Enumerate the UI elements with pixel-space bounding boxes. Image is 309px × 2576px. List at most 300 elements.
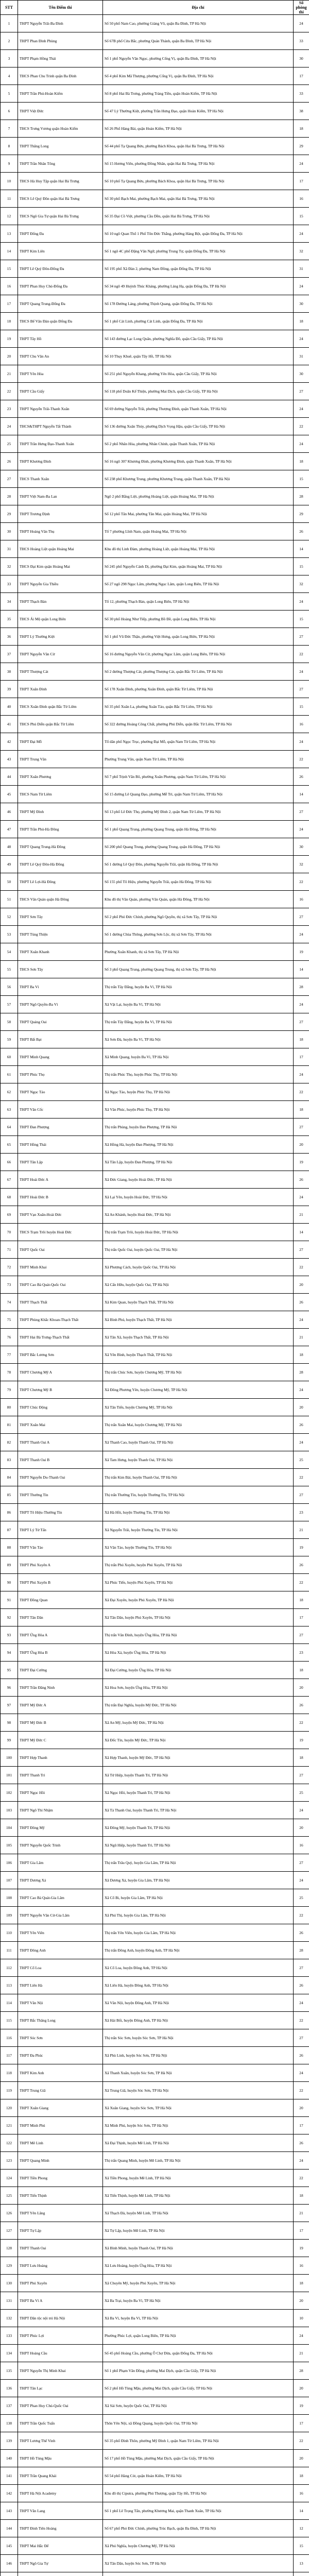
table-row — [1, 1626, 309, 1644]
row-stt: 82 — [1, 1434, 18, 1451]
table-row — [1, 488, 309, 505]
venue-name: THCS Lê Quý Đôn quận Hai Bà Trưng — [18, 190, 103, 208]
row-stt: 109 — [1, 1907, 18, 1924]
venue-name: THCS Hoàng Liệt quận Hoàng Mai — [18, 540, 103, 558]
room-count: 16 — [294, 190, 309, 208]
row-stt: 33 — [1, 575, 18, 593]
row-stt: 26 — [1, 453, 18, 470]
venue-name: THPT Thanh Trì — [18, 1767, 103, 1784]
room-count: 24 — [294, 2064, 309, 2082]
venue-name: THCS Trưng Vương quận Hoàn Kiếm — [18, 120, 103, 138]
table-row — [1, 2152, 309, 2170]
room-count: 28 — [294, 1942, 309, 1959]
venue-name: THPT Mỹ Đức C — [18, 1732, 103, 1749]
table-row — [1, 1591, 309, 1609]
table-row — [1, 838, 309, 856]
row-stt: 115 — [1, 2012, 18, 2029]
venue-address: Xã Tân Dân, huyện Phú Xuyên, TP Hà Nội — [103, 1609, 294, 1626]
row-stt: 123 — [1, 2152, 18, 2170]
row-stt: 101 — [1, 1767, 18, 1784]
row-stt: 95 — [1, 1662, 18, 1679]
venue-address: Xã Đức Giang, huyện Hoài Đức, TP Hà Nội — [103, 1171, 294, 1189]
venue-name: THPT Liên Hà — [18, 1977, 103, 1994]
venue-address: Số 13 phố Lê Đức Thọ, phường Mỹ Đình 2, quận Nam Từ Liêm, TP Hà Nội — [103, 803, 294, 821]
venue-address: Xã Hợp Thanh, huyện Mỹ Đức, TP Hà Nội — [103, 1749, 294, 1767]
venue-name: THPT Cầu Giấy — [18, 383, 103, 400]
table-row — [1, 908, 309, 926]
row-stt: 121 — [1, 2117, 18, 2134]
table-row — [1, 330, 309, 348]
room-count: 26 — [294, 1924, 309, 1942]
room-count: 19 — [294, 1732, 309, 1749]
table-row — [1, 2450, 309, 2467]
venue-name: THPT Yên Viên — [18, 1924, 103, 1942]
table-row — [1, 2537, 309, 2555]
venue-name: THPT Thanh Oai — [18, 2240, 103, 2257]
room-count: 20 — [294, 1399, 309, 1416]
room-count: 26 — [294, 768, 309, 786]
room-count: 16 — [294, 2257, 309, 2275]
room-count: 17 — [294, 1048, 309, 1066]
row-stt: 65 — [1, 1136, 18, 1154]
room-count: 26 — [294, 523, 309, 540]
venue-address: Xã Cổ Loa, huyện Đông Anh, TP Hà Nội — [103, 1959, 294, 1977]
table-row — [1, 2555, 309, 2572]
room-count: 20 — [294, 1819, 309, 1837]
row-stt: 99 — [1, 1732, 18, 1749]
venue-address: Thị trấn Sóc Sơn, huyện Sóc Sơn, TP Hà Nội — [103, 2029, 294, 2047]
room-count: 25 — [294, 1784, 309, 1802]
venue-address: Xã Phượng Cách, huyện Quốc Oai, TP Hà Nội — [103, 1259, 294, 1276]
room-count: 26 — [294, 1556, 309, 1574]
row-stt: 21 — [1, 365, 18, 383]
venue-address: Thị trấn Chúc Sơn, huyện Chương Mỹ, TP Hà Nội — [103, 1364, 294, 1381]
row-stt: 3 — [1, 50, 18, 67]
row-stt: 137 — [1, 2397, 18, 2415]
table-row — [1, 961, 309, 978]
venue-name: THPT Quảng Oai — [18, 1013, 103, 1031]
venue-name: THPT Lý Thường Kiệt — [18, 628, 103, 646]
venue-name: THPT Văn Lang — [18, 2502, 103, 2520]
venue-name: THPT Phú Xuyên A — [18, 1556, 103, 1574]
row-stt: 16 — [1, 278, 18, 295]
table-row — [1, 2240, 309, 2257]
venue-address: Thị trấn Kim Bài, huyện Thanh Oai, TP Hà Nội — [103, 1469, 294, 1486]
table-row — [1, 453, 309, 470]
venue-name: THPT Lê Quý Đôn-Hà Đông — [18, 856, 103, 873]
venue-name: THPT Chương Mỹ B — [18, 1381, 103, 1399]
venue-name: THPT Thạch Bàn — [18, 593, 103, 611]
venue-name: THPT Tân Lạc — [18, 2380, 103, 2397]
header-stt: STT — [1, 1, 18, 15]
venue-address: Xã Sơn Đà, huyện Ba Vì, TP Hà Nội — [103, 1031, 294, 1048]
table-row — [1, 1504, 309, 1521]
room-count: 20 — [294, 1679, 309, 1697]
venue-address: Xã Đại Xuyên, huyện Phú Xuyên, TP Hà Nội — [103, 1591, 294, 1609]
room-count: 27 — [294, 1626, 309, 1644]
venue-name: THPT Yên Lãng — [18, 2205, 103, 2222]
table-row — [1, 575, 309, 593]
row-stt: 73 — [1, 1276, 18, 1294]
room-count: 21 — [294, 1329, 309, 1346]
room-count: 20 — [294, 2292, 309, 2310]
row-stt: 80 — [1, 1399, 18, 1416]
venue-name: THPT Tùng Thiện — [18, 926, 103, 943]
row-stt: 32 — [1, 558, 18, 575]
table-row — [1, 2520, 309, 2537]
venue-name: THCS Xuân Đỉnh quận Bắc Từ Liêm — [18, 698, 103, 716]
row-stt: 2 — [1, 32, 18, 50]
room-count: 24 — [294, 330, 309, 348]
venue-address: Xã Ngọc Hồi, huyện Thanh Trì, TP Hà Nội — [103, 1784, 294, 1802]
venue-address: Xã Phú Thị, huyện Gia Lâm, TP Hà Nội — [103, 1907, 294, 1924]
room-count: 19 — [294, 2240, 309, 2257]
venue-name: THCS Văn Quán quận Hà Đông — [18, 891, 103, 908]
table-row — [1, 1048, 309, 1066]
room-count: 24 — [294, 1189, 309, 1206]
venue-address: Xã Vân Tảo, huyện Thường Tín, TP Hà Nội — [103, 1539, 294, 1556]
row-stt: 136 — [1, 2380, 18, 2397]
venue-address: Ngõ 2 phố Bằng Liệt, phường Hoàng Liệt, quận Hoàng Mai, TP Hà Nội — [103, 488, 294, 505]
venue-address: Xã Tam Hưng, huyện Thanh Oai, TP Hà Nội — [103, 1451, 294, 1469]
venue-address: Thị trấn Vân Đình, huyện Ứng Hòa, TP Hà Nội — [103, 1626, 294, 1644]
table-row — [1, 2099, 309, 2117]
room-count: 10 — [294, 2310, 309, 2327]
venue-name: THPT Quang Trung-Hà Đông — [18, 838, 103, 856]
venue-name: THPT Trần Nhân Tông — [18, 155, 103, 173]
table-row — [1, 1224, 309, 1241]
row-stt: 90 — [1, 1574, 18, 1591]
venue-address: Xã Nguyễn Trãi, huyện Thường Tín, TP Hà Nội — [103, 1521, 294, 1539]
room-count: 28 — [294, 488, 309, 505]
table-row — [1, 1311, 309, 1329]
room-count: 32 — [294, 856, 309, 873]
venue-address: Xã Vân Phúc, huyện Phúc Thọ, TP Hà Nội — [103, 1101, 294, 1118]
row-stt: 87 — [1, 1521, 18, 1539]
row-stt: 108 — [1, 1889, 18, 1907]
row-stt: 48 — [1, 838, 18, 856]
row-stt: 63 — [1, 1101, 18, 1118]
room-count: 24 — [294, 1872, 309, 1889]
row-stt: 105 — [1, 1837, 18, 1854]
row-stt: 79 — [1, 1381, 18, 1399]
venue-name: THPT Tiến Thịnh — [18, 2187, 103, 2205]
venue-name: THPT Trần Phú-Hà Đông — [18, 821, 103, 838]
room-count: 15 — [294, 558, 309, 575]
room-count: 24 — [294, 15, 309, 32]
table-row — [1, 2222, 309, 2240]
row-stt: 15 — [1, 260, 18, 278]
room-count: 17 — [294, 67, 309, 85]
table-row — [1, 313, 309, 330]
room-count: 31 — [294, 260, 309, 278]
table-row — [1, 1872, 309, 1889]
row-stt: 69 — [1, 1206, 18, 1224]
venue-name: THPT Bất Bạt — [18, 1031, 103, 1048]
room-count: 32 — [294, 243, 309, 260]
table-body — [1, 15, 309, 2576]
table-row — [1, 435, 309, 453]
table-row — [1, 138, 309, 155]
venue-name: THPT Ba Vì A — [18, 2292, 103, 2310]
venue-name: THPT Mỹ Đức A — [18, 1697, 103, 1714]
row-stt: 120 — [1, 2099, 18, 2117]
row-stt: 92 — [1, 1609, 18, 1626]
room-count: 24 — [294, 225, 309, 243]
venue-name: THPT Phú Xuyên — [18, 2275, 103, 2292]
row-stt: 36 — [1, 628, 18, 646]
room-count: 21 — [294, 1206, 309, 1224]
venue-name: THPT Đại Mỗ — [18, 733, 103, 751]
table-row — [1, 768, 309, 786]
table-row — [1, 260, 309, 278]
venue-address: Số 118 phố Doãn Kế Thiện, phường Mai Dịch, quận Cầu Giấy, TP Hà Nội — [103, 383, 294, 400]
room-count: 18 — [294, 1031, 309, 1048]
venue-address: Số 34 ngõ 49 Huỳnh Thúc Kháng, phường Láng Hạ, quận Đống Đa, TP Hà Nội — [103, 278, 294, 295]
table-row — [1, 1329, 309, 1346]
venue-address: Thị trấn Tây Đằng, huyện Ba Vì, TP Hà Nội — [103, 1013, 294, 1031]
room-count: 17 — [294, 173, 309, 190]
table-row — [1, 1031, 309, 1048]
room-count: 22 — [294, 646, 309, 663]
row-stt: 138 — [1, 2415, 18, 2432]
row-stt: 74 — [1, 1294, 18, 1311]
table-row — [1, 1784, 309, 1802]
room-count: 16 — [294, 891, 309, 908]
room-count: 20 — [294, 2450, 309, 2467]
room-count: 22 — [294, 1259, 309, 1276]
venue-address: Số 136 đường Xuân Thủy, phường Dịch Vọng Hậu, quận Cầu Giấy, TP Hà Nội — [103, 418, 294, 435]
row-stt: 106 — [1, 1854, 18, 1872]
venue-address: Phường Xuân Khanh, thị xã Sơn Tây, TP Hà Nội — [103, 943, 294, 961]
table-row — [1, 1521, 309, 1539]
venue-address: Xã Đông Mỹ, huyện Thanh Trì, TP Hà Nội — [103, 1819, 294, 1837]
room-count: 27 — [294, 383, 309, 400]
room-count: 19 — [294, 943, 309, 961]
table-row — [1, 1662, 309, 1679]
venue-name: THPT Xuân Giang — [18, 2099, 103, 2117]
row-stt: 38 — [1, 663, 18, 681]
table-row — [1, 85, 309, 103]
row-stt: 1 — [1, 15, 18, 32]
venue-name: THPT Hoàng Cầu — [18, 2345, 103, 2362]
room-count: 22 — [294, 1083, 309, 1101]
venue-address: Số 4 phố Kim Mã Thượng, phường Cống Vị, quận Ba Đình, TP Hà Nội — [103, 67, 294, 85]
row-stt: 76 — [1, 1329, 18, 1346]
room-count: 24 — [294, 821, 309, 838]
room-count: 24 — [294, 1381, 309, 1399]
venue-address: Thị trấn Trạm Trôi, huyện Hoài Đức, TP Hà Nội — [103, 1224, 294, 1241]
venue-name: THPT Ngô Thì Nhậm — [18, 1802, 103, 1819]
row-stt: 47 — [1, 821, 18, 838]
header-venue-name: Tên Điểm thi — [18, 1, 103, 15]
venue-name: THPT Đồng Quan — [18, 1591, 103, 1609]
table-row — [1, 1294, 309, 1311]
venue-name: THPT Phúc Thọ — [18, 1066, 103, 1083]
venue-name: THCS Sơn Tây — [18, 961, 103, 978]
venue-address: Số 1 phố Cát Linh, phường Cát Linh, quận Đống Đa, TP Hà Nội — [103, 313, 294, 330]
venue-address: Tổ 7 phường Lĩnh Nam, quận Hoàng Mai, TP Hà Nội — [103, 523, 294, 540]
venue-address: Xã Hải Bối, huyện Đông Anh, TP Hà Nội — [103, 2012, 294, 2029]
venue-name: THPT Thăng Long — [18, 138, 103, 155]
room-count: 31 — [294, 348, 309, 365]
room-count: 28 — [294, 978, 309, 996]
table-row — [1, 558, 309, 575]
row-stt: 13 — [1, 225, 18, 243]
room-count: 18 — [294, 453, 309, 470]
room-count: 27 — [294, 1959, 309, 1977]
venue-address: Khu đô thị Văn Quán, phường Văn Quán, quận Hà Đông, TP Hà Nội — [103, 891, 294, 908]
header-address: Địa chỉ — [103, 1, 294, 15]
venue-address: Số 1 phố Lê Trọng Tấn, phường Khương Mai, quận Thanh Xuân, TP Hà Nội — [103, 2502, 294, 2520]
venue-name: THPT Nguyễn Quốc Trinh — [18, 1837, 103, 1854]
row-stt: 17 — [1, 295, 18, 313]
venue-address: Thị trấn Phùng, huyện Đan Phượng, TP Hà Nội — [103, 1118, 294, 1136]
room-count: 27 — [294, 1013, 309, 1031]
row-stt: 127 — [1, 2222, 18, 2240]
room-count: 18 — [294, 1662, 309, 1679]
room-count: 18 — [294, 1101, 309, 1118]
venue-address: Số 7 phố Trịnh Văn Bô, phường Xuân Phương, quận Nam Từ Liêm, TP Hà Nội — [103, 768, 294, 786]
venue-address: Xã Tân Lập, huyện Đan Phượng, TP Hà Nội — [103, 1154, 294, 1171]
table-row — [1, 1889, 309, 1907]
table-row — [1, 1837, 309, 1854]
row-stt: 18 — [1, 313, 18, 330]
venue-address: Số 1 ngõ 4C phố Đặng Văn Ngữ, phường Trung Tự, quận Đống Đa, TP Hà Nội — [103, 243, 294, 260]
venue-address: Xã Chuyên Mỹ, huyện Phú Xuyên, TP Hà Nội — [103, 2275, 294, 2292]
row-stt: 43 — [1, 751, 18, 768]
table-row — [1, 1854, 309, 1872]
venue-address: Thị trấn Phú Xuyên, huyện Phú Xuyên, TP Hà Nội — [103, 1556, 294, 1574]
table-row — [1, 2064, 309, 2082]
table-row — [1, 1416, 309, 1434]
row-stt: 107 — [1, 1872, 18, 1889]
room-count: 17 — [294, 2117, 309, 2134]
row-stt: 30 — [1, 523, 18, 540]
venue-name: THPT Hồ Tùng Mậu — [18, 2450, 103, 2467]
venue-name: THPT Tây Hồ — [18, 330, 103, 348]
venue-name: THPT Lê Quý Đôn-Đống Đa — [18, 260, 103, 278]
row-stt: 110 — [1, 1924, 18, 1942]
table-row — [1, 470, 309, 488]
venue-address: Phường Trung Văn, quận Nam Từ Liêm, TP Hà Nội — [103, 751, 294, 768]
row-stt: 58 — [1, 1013, 18, 1031]
venue-name: THPT Phùng Khắc Khoan-Thạch Thất — [18, 1311, 103, 1329]
row-stt: 9 — [1, 155, 18, 173]
row-stt: 86 — [1, 1504, 18, 1521]
venue-name: THPT Ba Vì — [18, 978, 103, 996]
table-row — [1, 1101, 309, 1118]
table-row — [1, 1189, 309, 1206]
venue-address: Xã Xuân Giang, huyện Sóc Sơn, TP Hà Nội — [103, 2099, 294, 2117]
row-stt: 66 — [1, 1154, 18, 1171]
row-stt: 52 — [1, 908, 18, 926]
room-count: 27 — [294, 2029, 309, 2047]
table-row — [1, 1206, 309, 1224]
room-count: 29 — [294, 138, 309, 155]
row-stt: 77 — [1, 1346, 18, 1364]
row-stt: 56 — [1, 978, 18, 996]
venue-address: Xã Hồng Hà, huyện Đan Phượng, TP Hà Nội — [103, 1136, 294, 1154]
table-row — [1, 50, 309, 67]
table-row — [1, 593, 309, 611]
venue-name: THPT Tự Lập — [18, 2222, 103, 2240]
table-row — [1, 2432, 309, 2450]
room-count: 24 — [294, 1994, 309, 2012]
row-stt: 142 — [1, 2485, 18, 2502]
venue-name: THPT Tân Dân — [18, 1609, 103, 1626]
row-stt: 67 — [1, 1171, 18, 1189]
row-stt: 7 — [1, 120, 18, 138]
row-stt: 10 — [1, 173, 18, 190]
venue-name: THPT Chương Mỹ A — [18, 1364, 103, 1381]
venue-name: THPT Chúc Động — [18, 1399, 103, 1416]
venue-address: Số 178 Xuân Đỉnh, phường Xuân Đỉnh, quận Bắc Từ Liêm, TP Hà Nội — [103, 681, 294, 698]
room-count: 22 — [294, 873, 309, 891]
row-stt: 98 — [1, 1714, 18, 1732]
room-count: 18 — [294, 2467, 309, 2485]
venue-address: Số 3 phố Quang Trung, phường Quang Trung, thị xã Sơn Tây, TP Hà Nội — [103, 961, 294, 978]
room-count: 17 — [294, 1609, 309, 1626]
row-stt: 44 — [1, 768, 18, 786]
room-count: 21 — [294, 1521, 309, 1539]
row-stt — [1, 2572, 18, 2576]
venue-name: THCS Ngô Gia Tự quận Hai Bà Trưng — [18, 208, 103, 225]
table-row — [1, 383, 309, 400]
venue-address: Xã Yên Bình, huyện Thạch Thất, TP Hà Nội — [103, 1346, 294, 1364]
room-count: 21 — [294, 2345, 309, 2362]
table-row — [1, 1118, 309, 1136]
table-row — [1, 891, 309, 908]
venue-name: THPT Ứng Hòa A — [18, 1626, 103, 1644]
venue-name: THPT Thanh Oai A — [18, 1434, 103, 1451]
row-stt: 103 — [1, 1802, 18, 1819]
table-row — [1, 663, 309, 681]
room-count: 38 — [294, 103, 309, 120]
venue-name: THPT Phan Đình Phùng — [18, 32, 103, 50]
table-row — [1, 523, 309, 540]
table-row — [1, 2397, 309, 2415]
room-count: 22 — [294, 1907, 309, 1924]
venue-name: THPT Nguyễn Văn Cừ-Gia Lâm — [18, 1907, 103, 1924]
room-count: 15 — [294, 2537, 309, 2555]
venue-name: THPT Phạm Hồng Thái — [18, 50, 103, 67]
row-stt: 83 — [1, 1451, 18, 1469]
table-row — [1, 628, 309, 646]
venue-name: THPT Phan Huy Chú-Đống Đa — [18, 278, 103, 295]
room-count: 24 — [294, 278, 309, 295]
table-row — [1, 681, 309, 698]
venue-address: Số 10 phố Tạ Quang Bửu, phường Bách Khoa, quận Hai Bà Trưng, TP Hà Nội — [103, 173, 294, 190]
venue-address: Số 178 Đường Láng, phường Thịnh Quang, quận Đống Đa, TP Hà Nội — [103, 295, 294, 313]
row-stt: 88 — [1, 1539, 18, 1556]
room-count: 25 — [294, 1451, 309, 1469]
venue-name: THPT Quang Minh — [18, 2152, 103, 2170]
room-count: 24 — [294, 733, 309, 751]
table-row — [1, 540, 309, 558]
row-stt: 51 — [1, 891, 18, 908]
row-stt: 143 — [1, 2502, 18, 2520]
room-count: 18 — [294, 2187, 309, 2205]
venue-name: THPT Mê Linh — [18, 2134, 103, 2152]
row-stt: 8 — [1, 138, 18, 155]
row-stt: 144 — [1, 2520, 18, 2537]
venue-address: Số 238 phố Khương Trung, phường Khương Trung, quận Thanh Xuân, TP Hà Nội — [103, 470, 294, 488]
row-stt: 68 — [1, 1189, 18, 1206]
row-stt: 19 — [1, 330, 18, 348]
venue-name: THPT Ngọc Hồi — [18, 1784, 103, 1802]
table-row — [1, 751, 309, 768]
